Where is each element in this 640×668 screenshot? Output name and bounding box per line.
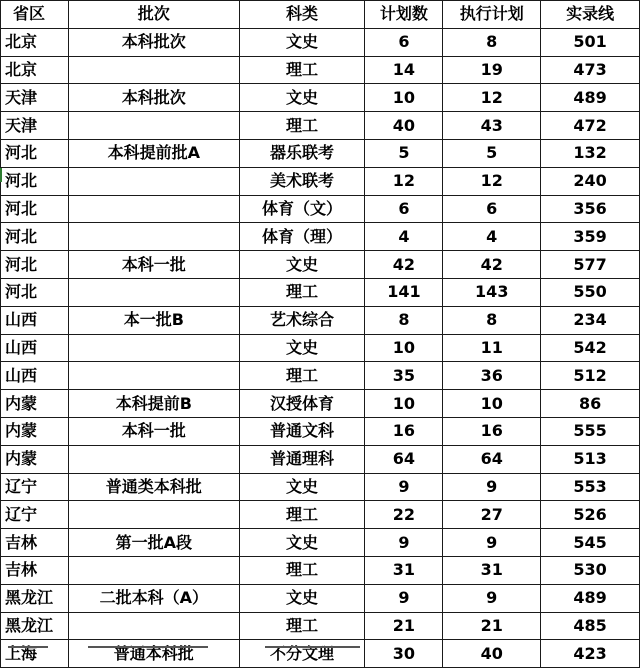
executed-plan-cell[interactable]: 6 <box>443 195 541 223</box>
category-cell[interactable]: 理工 <box>239 501 365 529</box>
admission-line-cell[interactable]: 530 <box>541 556 640 584</box>
category-cell[interactable]: 文史 <box>239 584 365 612</box>
plan-count-cell[interactable]: 5 <box>365 139 443 167</box>
executed-plan-cell[interactable]: 11 <box>443 334 541 362</box>
header-province[interactable]: 省区 <box>1 1 69 29</box>
category-cell[interactable]: 汉授体育 <box>239 390 365 418</box>
batch-cell[interactable]: 普通本科批 <box>68 640 239 668</box>
batch-cell[interactable]: 普通类本科批 <box>68 473 239 501</box>
province-cell[interactable]: 内蒙 <box>1 390 69 418</box>
header-admission-line[interactable]: 实录线 <box>541 1 640 29</box>
category-cell[interactable]: 理工 <box>239 362 365 390</box>
table-row <box>1 223 640 251</box>
table-row <box>1 362 640 390</box>
table-row <box>1 251 640 279</box>
plan-count-cell[interactable]: 10 <box>365 390 443 418</box>
category-cell[interactable]: 理工 <box>239 556 365 584</box>
batch-cell[interactable] <box>68 556 239 584</box>
category-cell[interactable]: 不分文理 <box>239 640 365 668</box>
category-cell[interactable]: 体育（文） <box>239 195 365 223</box>
executed-plan-cell[interactable]: 12 <box>443 167 541 195</box>
province-cell[interactable]: 天津 <box>1 112 69 140</box>
category-cell[interactable]: 理工 <box>239 112 365 140</box>
table-row <box>1 56 640 84</box>
plan-count-cell[interactable]: 4 <box>365 223 443 251</box>
batch-cell[interactable] <box>68 445 239 473</box>
header-row <box>1 1 640 29</box>
table-row <box>1 473 640 501</box>
plan-count-cell[interactable]: 9 <box>365 529 443 557</box>
batch-cell[interactable]: 二批本科（A） <box>68 584 239 612</box>
province-cell[interactable]: 吉林 <box>1 556 69 584</box>
category-cell[interactable]: 文史 <box>239 334 365 362</box>
batch-cell[interactable] <box>68 167 239 195</box>
plan-count-cell[interactable]: 31 <box>365 556 443 584</box>
province-cell[interactable]: 天津 <box>1 84 69 112</box>
executed-plan-cell[interactable]: 9 <box>443 473 541 501</box>
admission-line-cell[interactable]: 501 <box>541 28 640 56</box>
table-row <box>1 84 640 112</box>
admission-line-cell[interactable]: 240 <box>541 167 640 195</box>
table-row <box>1 167 640 195</box>
admission-line-cell[interactable]: 513 <box>541 445 640 473</box>
province-cell[interactable]: 内蒙 <box>1 445 69 473</box>
admission-line-cell[interactable]: 485 <box>541 612 640 640</box>
header-category[interactable]: 科类 <box>239 1 365 29</box>
category-cell[interactable]: 普通理科 <box>239 445 365 473</box>
province-cell[interactable]: 山西 <box>1 362 69 390</box>
plan-count-cell[interactable]: 30 <box>365 640 443 668</box>
category-cell[interactable]: 普通文科 <box>239 417 365 445</box>
executed-plan-cell[interactable]: 16 <box>443 417 541 445</box>
executed-plan-cell[interactable]: 27 <box>443 501 541 529</box>
table-row <box>1 28 640 56</box>
executed-plan-cell[interactable]: 143 <box>443 278 541 306</box>
executed-plan-cell[interactable]: 9 <box>443 584 541 612</box>
plan-count-cell[interactable]: 42 <box>365 251 443 279</box>
cut-cell-fragment <box>265 646 360 654</box>
category-cell[interactable]: 理工 <box>239 278 365 306</box>
plan-count-cell[interactable]: 40 <box>365 112 443 140</box>
category-cell[interactable]: 理工 <box>239 612 365 640</box>
admission-line-cell[interactable]: 423 <box>541 640 640 668</box>
province-cell[interactable]: 吉林 <box>1 529 69 557</box>
batch-cell[interactable]: 本科批次 <box>68 84 239 112</box>
table-row <box>1 556 640 584</box>
province-cell[interactable]: 辽宁 <box>1 473 69 501</box>
table-row <box>1 278 640 306</box>
executed-plan-cell[interactable]: 10 <box>443 390 541 418</box>
province-cell[interactable]: 黑龙江 <box>1 584 69 612</box>
plan-count-cell[interactable]: 14 <box>365 56 443 84</box>
admission-line-cell[interactable]: 577 <box>541 251 640 279</box>
table-row <box>1 195 640 223</box>
plan-count-cell[interactable]: 6 <box>365 28 443 56</box>
category-cell[interactable]: 理工 <box>239 56 365 84</box>
plan-count-cell[interactable]: 9 <box>365 473 443 501</box>
admission-line-cell[interactable]: 545 <box>541 529 640 557</box>
admission-line-cell[interactable]: 132 <box>541 139 640 167</box>
batch-cell[interactable] <box>68 612 239 640</box>
batch-cell[interactable] <box>68 501 239 529</box>
admission-line-cell[interactable]: 512 <box>541 362 640 390</box>
header-batch[interactable]: 批次 <box>68 1 239 29</box>
province-cell[interactable]: 山西 <box>1 334 69 362</box>
batch-cell[interactable]: 本科提前批A <box>68 139 239 167</box>
executed-plan-cell[interactable]: 42 <box>443 251 541 279</box>
province-cell[interactable]: 河北 <box>1 223 69 251</box>
plan-count-cell[interactable]: 22 <box>365 501 443 529</box>
executed-plan-cell[interactable]: 8 <box>443 28 541 56</box>
admission-line-cell[interactable]: 550 <box>541 278 640 306</box>
province-cell[interactable]: 山西 <box>1 306 69 334</box>
batch-cell[interactable] <box>68 195 239 223</box>
table-row <box>1 390 640 418</box>
executed-plan-cell[interactable]: 31 <box>443 556 541 584</box>
executed-plan-cell[interactable]: 19 <box>443 56 541 84</box>
category-cell[interactable]: 艺术综合 <box>239 306 365 334</box>
batch-cell[interactable] <box>68 334 239 362</box>
province-cell[interactable]: 河北 <box>1 139 69 167</box>
batch-cell[interactable]: 本科一批 <box>68 417 239 445</box>
province-cell[interactable]: 河北 <box>1 195 69 223</box>
province-cell[interactable]: 内蒙 <box>1 417 69 445</box>
executed-plan-cell[interactable]: 8 <box>443 306 541 334</box>
province-cell[interactable]: 黑龙江 <box>1 612 69 640</box>
batch-cell[interactable]: 本科一批 <box>68 251 239 279</box>
admission-line-cell[interactable]: 359 <box>541 223 640 251</box>
category-cell[interactable]: 文史 <box>239 529 365 557</box>
admission-line-cell[interactable]: 356 <box>541 195 640 223</box>
province-cell[interactable]: 北京 <box>1 28 69 56</box>
admission-line-cell[interactable]: 489 <box>541 84 640 112</box>
executed-plan-cell[interactable]: 5 <box>443 139 541 167</box>
plan-count-cell[interactable]: 16 <box>365 417 443 445</box>
batch-cell[interactable]: 本科批次 <box>68 28 239 56</box>
category-cell[interactable]: 美术联考 <box>239 167 365 195</box>
table-body <box>1 28 640 667</box>
plan-count-cell[interactable]: 8 <box>365 306 443 334</box>
table-row <box>1 334 640 362</box>
plan-count-cell[interactable]: 35 <box>365 362 443 390</box>
category-cell[interactable]: 文史 <box>239 251 365 279</box>
admission-line-cell[interactable]: 555 <box>541 417 640 445</box>
row-marker <box>0 168 2 182</box>
batch-cell[interactable] <box>68 112 239 140</box>
plan-count-cell[interactable]: 141 <box>365 278 443 306</box>
plan-count-cell[interactable]: 21 <box>365 612 443 640</box>
table-row <box>1 529 640 557</box>
header-plan-count[interactable]: 计划数 <box>365 1 443 29</box>
plan-count-cell[interactable]: 64 <box>365 445 443 473</box>
executed-plan-cell[interactable]: 36 <box>443 362 541 390</box>
partially-visible-row <box>0 646 640 654</box>
province-cell[interactable]: 辽宁 <box>1 501 69 529</box>
table-row <box>1 139 640 167</box>
executed-plan-cell[interactable]: 21 <box>443 612 541 640</box>
admission-line-cell[interactable]: 526 <box>541 501 640 529</box>
batch-cell[interactable]: 本一批B <box>68 306 239 334</box>
table-row <box>1 584 640 612</box>
admission-line-cell[interactable]: 553 <box>541 473 640 501</box>
table-row <box>1 306 640 334</box>
executed-plan-cell[interactable]: 12 <box>443 84 541 112</box>
plan-count-cell[interactable]: 10 <box>365 84 443 112</box>
admission-line-cell[interactable]: 473 <box>541 56 640 84</box>
admission-line-cell[interactable]: 234 <box>541 306 640 334</box>
executed-plan-cell[interactable]: 9 <box>443 529 541 557</box>
plan-count-cell[interactable]: 12 <box>365 167 443 195</box>
table-row <box>1 612 640 640</box>
table-row <box>1 112 640 140</box>
batch-cell[interactable]: 本科提前B <box>68 390 239 418</box>
plan-count-cell[interactable]: 9 <box>365 584 443 612</box>
batch-cell[interactable] <box>68 362 239 390</box>
executed-plan-cell[interactable]: 4 <box>443 223 541 251</box>
admission-line-cell[interactable]: 86 <box>541 390 640 418</box>
admission-line-cell[interactable]: 542 <box>541 334 640 362</box>
header-executed-plan[interactable]: 执行计划 <box>443 1 541 29</box>
executed-plan-cell[interactable]: 40 <box>443 640 541 668</box>
cut-cell-fragment <box>88 646 208 654</box>
province-cell[interactable]: 上海 <box>1 640 69 668</box>
batch-cell[interactable]: 第一批A段 <box>68 529 239 557</box>
category-cell[interactable]: 文史 <box>239 473 365 501</box>
province-cell[interactable]: 河北 <box>1 167 69 195</box>
province-cell[interactable]: 河北 <box>1 278 69 306</box>
province-cell[interactable]: 河北 <box>1 251 69 279</box>
executed-plan-cell[interactable]: 43 <box>443 112 541 140</box>
batch-cell[interactable] <box>68 223 239 251</box>
table-row <box>1 501 640 529</box>
admission-line-cell[interactable]: 489 <box>541 584 640 612</box>
cut-cell-fragment <box>8 646 48 654</box>
category-cell[interactable]: 文史 <box>239 28 365 56</box>
category-cell[interactable]: 体育（理） <box>239 223 365 251</box>
plan-count-cell[interactable]: 10 <box>365 334 443 362</box>
category-cell[interactable]: 文史 <box>239 84 365 112</box>
batch-cell[interactable] <box>68 56 239 84</box>
province-cell[interactable]: 北京 <box>1 56 69 84</box>
batch-cell[interactable] <box>68 278 239 306</box>
executed-plan-cell[interactable]: 64 <box>443 445 541 473</box>
table-row <box>1 445 640 473</box>
category-cell[interactable]: 器乐联考 <box>239 139 365 167</box>
plan-count-cell[interactable]: 6 <box>365 195 443 223</box>
admission-line-cell[interactable]: 472 <box>541 112 640 140</box>
table-row <box>1 417 640 445</box>
